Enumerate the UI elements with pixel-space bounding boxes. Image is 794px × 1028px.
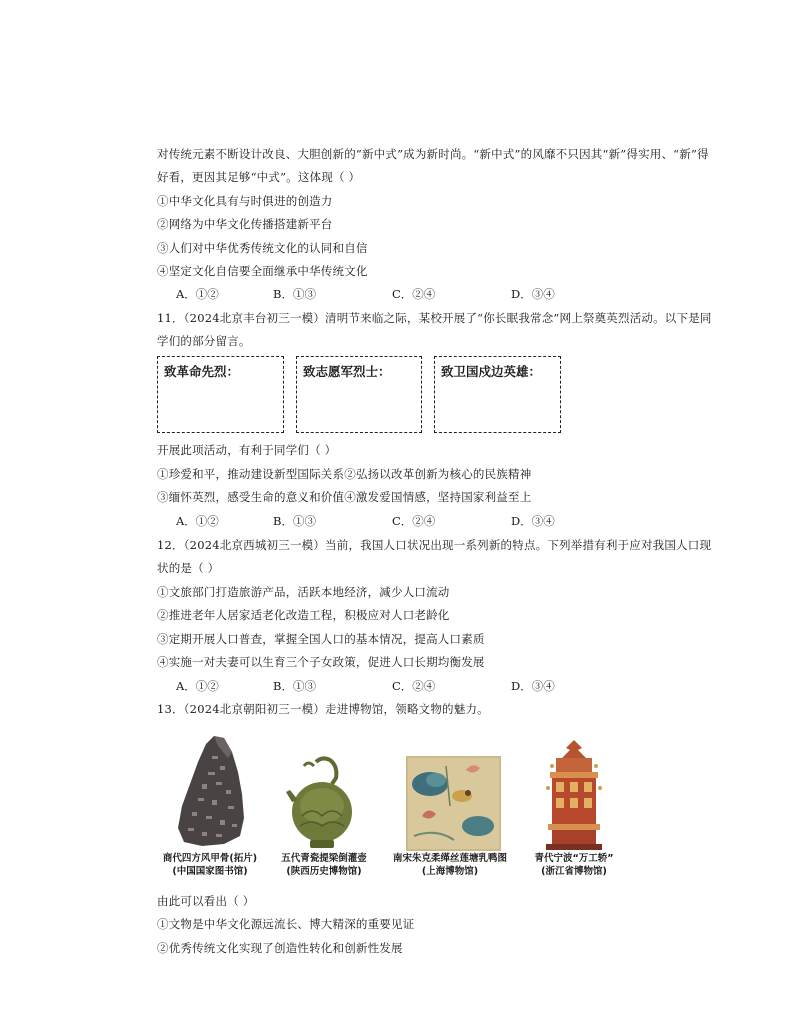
oracle-bone-rubbing-image <box>172 732 252 848</box>
artifact-caption-4 <box>526 852 622 878</box>
artifact-name: 青代宁波“万工轿” <box>534 853 614 864</box>
q11-item-line-2: ③缅怀英烈，感受生命的意义和价值④激发爱国情感，坚持国家利益至上 <box>157 490 532 504</box>
q12-stem-line-2: 状的是（ ） <box>157 561 220 575</box>
message-box-label: 致卫国戍边英雄： <box>441 364 542 379</box>
q13-question: 由此可以看出（ ） <box>157 894 255 908</box>
artifact-museum: (上海博物馆) <box>421 866 479 877</box>
q10-item-1: ①中华文化具有与时俱进的创造力 <box>157 194 333 208</box>
artifact-museum: (浙江省博物馆) <box>541 866 607 877</box>
q13-item-1: ①文物是中华文化源远流长、博大精深的重要见证 <box>157 917 415 931</box>
q12-item-4: ④实施一对夫妻可以生育三个子女政策，促进人口长期均衡发展 <box>157 655 485 669</box>
q13-stem: 13．（2024北京朝阳初三一模）走进博物馆，领略文物的魅力。 <box>157 702 489 716</box>
artifact-caption-1 <box>154 852 266 878</box>
intro-line-2: 好看，更因其足够“中式”。这体现（ ） <box>157 170 361 184</box>
artifact-name: 商代四方风甲骨(拓片) <box>162 853 258 864</box>
message-box-volunteer-martyrs <box>296 356 422 433</box>
message-box-label: 致革命先烈： <box>164 364 240 379</box>
q10-option-c[interactable]: C．②④ <box>392 287 436 301</box>
message-box-label: 致志愿军烈士： <box>303 364 391 379</box>
artifact-museum: (陕西历史博物馆) <box>286 866 362 877</box>
artifact-name: 南宋朱克柔缂丝莲塘乳鸭图 <box>392 853 507 864</box>
q11-option-a[interactable]: A．①② <box>176 514 219 528</box>
q12-item-1: ①文旅部门打造旅游产品，活跃本地经济，减少人口流动 <box>157 585 450 599</box>
q12-option-a[interactable]: A．①② <box>176 679 219 693</box>
q11-option-b[interactable]: B．①③ <box>273 514 316 528</box>
q11-stem-line-1: 11．（2024北京丰台初三一模）清明节来临之际，某校开展了“你长眠我常念”网上祭奠英烈活动。以下是同 <box>157 311 712 325</box>
wangong-sedan-chair-image <box>538 738 610 852</box>
artifact-caption-2 <box>272 852 376 878</box>
q10-item-3: ③人们对中华优秀传统文化的认同和自信 <box>157 241 368 255</box>
q10-item-4: ④坚定文化自信要全面继承中华传统文化 <box>157 264 368 278</box>
q12-item-3: ③定期开展人口普查，掌握全国人口的基本情况，提高人口素质 <box>157 632 485 646</box>
q12-option-b[interactable]: B．①③ <box>273 679 316 693</box>
q11-stem-line-2: 学们的部分留言。 <box>157 334 251 348</box>
artifact-name: 五代青瓷提梁倒灌壶 <box>281 853 367 864</box>
artifact-museum: (中国国家图书馆) <box>172 866 248 877</box>
q11-item-line-1: ①珍爱和平，推动建设新型国际关系②弘扬以改革创新为核心的民族精神 <box>157 467 532 481</box>
artifact-caption-3 <box>380 852 520 878</box>
q10-item-2: ②网络为中华文化传播搭建新平台 <box>157 217 333 231</box>
q11-question: 开展此项活动，有利于同学们（ ） <box>157 443 337 457</box>
q11-option-d[interactable]: D．③④ <box>511 514 555 528</box>
q12-option-d[interactable]: D．③④ <box>511 679 555 693</box>
q12-item-2: ②推进老年人居家适老化改造工程，积极应对人口老龄化 <box>157 608 450 622</box>
q10-option-b[interactable]: B．①③ <box>273 287 316 301</box>
q12-option-c[interactable]: C．②④ <box>392 679 436 693</box>
q11-option-c[interactable]: C．②④ <box>392 514 436 528</box>
q12-stem-line-1: 12．（2024北京西城初三一模）当前，我国人口状况出现一系列新的特点。下列举措有利于应对我国人口现 <box>157 538 712 552</box>
intro-line-1: 对传统元素不断设计改良、大胆创新的“新中式”成为新时尚。“新中式”的风靡不只因其“新”得实用、“新”得 <box>157 147 709 161</box>
celadon-ewer-image <box>286 756 358 850</box>
kesi-lotus-duck-image <box>406 756 501 851</box>
q10-option-a[interactable]: A．①② <box>176 287 219 301</box>
message-box-border-heroes <box>434 356 561 433</box>
q13-item-2: ②优秀传统文化实现了创造性转化和创新性发展 <box>157 941 403 955</box>
q10-option-d[interactable]: D．③④ <box>511 287 555 301</box>
message-box-revolutionary-martyrs <box>157 356 284 433</box>
